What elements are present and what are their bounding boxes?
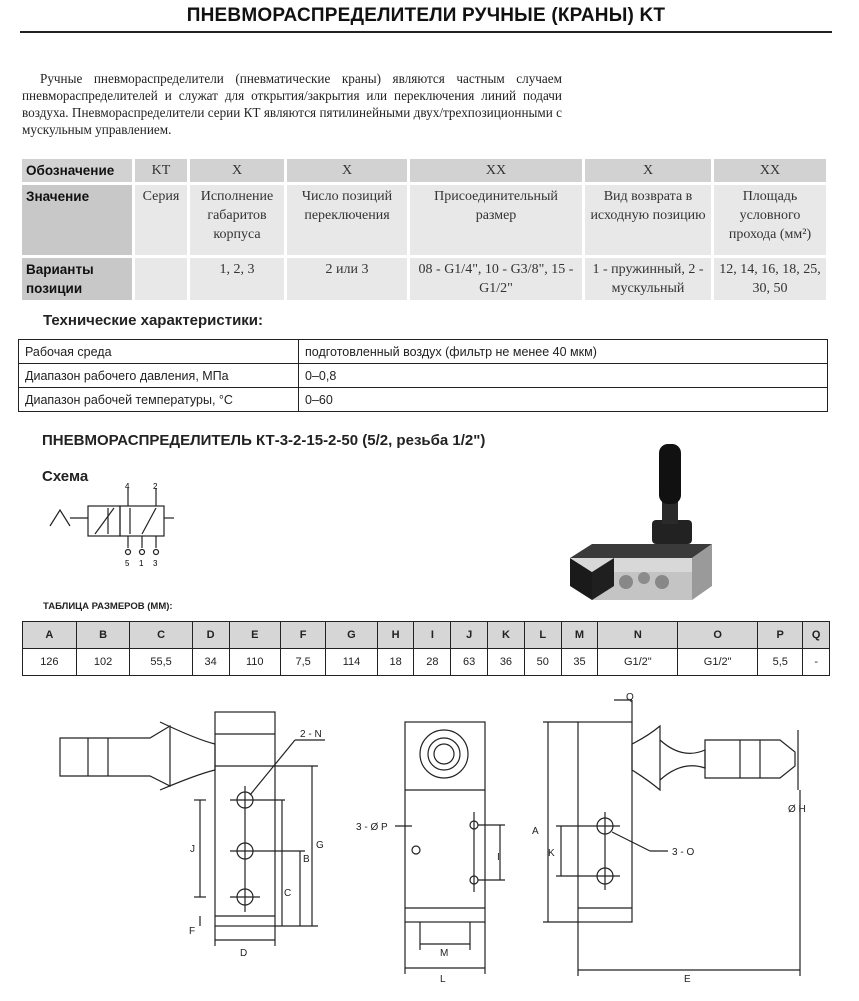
drawing-label: A	[532, 826, 539, 837]
meaning-cell: Серия	[135, 185, 187, 255]
dim-header: C	[130, 622, 192, 649]
drawing-label: K	[548, 848, 555, 859]
dim-header: E	[229, 622, 280, 649]
lever-symbol	[50, 510, 70, 526]
port-label: 2	[153, 482, 158, 491]
dim-header: L	[524, 622, 561, 649]
product-heading: ПНЕВМОРАСПРЕДЕЛИТЕЛЬ КТ-3-2-15-2-50 (5/2, резьба 1/2")	[42, 432, 486, 449]
code-cell: XX	[410, 159, 582, 182]
dim-value: 114	[326, 649, 377, 676]
dim-header: G	[326, 622, 377, 649]
meaning-cell: Площадь условного прохода (мм²)	[714, 185, 826, 255]
top-view	[543, 700, 800, 976]
meaning-cell: Число позиций переключения	[287, 185, 407, 255]
drawing-label: 3 - O	[672, 847, 695, 858]
meaning-cell: Исполнение габаритов корпуса	[190, 185, 284, 255]
tech-value: 0–60	[299, 388, 828, 412]
code-cell: X	[190, 159, 284, 182]
meaning-cell: Вид возврата в исходную позицию	[585, 185, 711, 255]
code-cell: KT	[135, 159, 187, 182]
dim-value: 110	[229, 649, 280, 676]
dim-value: 50	[524, 649, 561, 676]
drawing-label: B	[303, 854, 310, 865]
intro-text: Ручные пневмораспределители (пневматические краны) являются частным случаем пневмораспределителей и служат для открытия/закрытия или переключения линий подачи воздуха. Пневмораспределители серии КТ являются пятилинейными двух/трехпозиционными с мускульным управлением.	[22, 71, 562, 137]
dim-value: 126	[23, 649, 77, 676]
designation-row	[22, 159, 826, 182]
dim-value: 5,5	[758, 649, 803, 676]
drawing-label: Ø H	[788, 804, 806, 815]
drawing-label: 3 - Ø P	[356, 822, 388, 833]
side-view	[395, 722, 505, 974]
tech-table	[18, 339, 828, 412]
dim-header: J	[451, 622, 488, 649]
dim-header: P	[758, 622, 803, 649]
drawing-label: J	[190, 844, 195, 855]
drawing-label: Q	[626, 692, 634, 703]
tech-value: подготовленный воздух (фильтр не менее 40 мкм)	[299, 340, 828, 364]
variant-cell: 08 - G1/4", 10 - G3/8", 15 - G1/2"	[410, 258, 582, 300]
tech-param: Диапазон рабочей температуры, °С	[19, 388, 299, 412]
code-cell: X	[585, 159, 711, 182]
drawing-label: E	[684, 974, 691, 985]
dim-header: B	[76, 622, 130, 649]
technical-drawing	[0, 688, 859, 1001]
tech-row	[19, 364, 828, 388]
tech-heading: Технические характеристики:	[43, 312, 264, 329]
tech-value: 0–0,8	[299, 364, 828, 388]
tech-row	[19, 340, 828, 364]
drawing-label: L	[440, 974, 446, 985]
dim-value: 63	[451, 649, 488, 676]
variant-cell: 2 или 3	[287, 258, 407, 300]
dim-header: N	[598, 622, 678, 649]
dims-caption: ТАБЛИЦА РАЗМЕРОВ (ММ):	[43, 601, 173, 612]
drawing-label: D	[240, 948, 248, 959]
drawing-label: M	[440, 948, 449, 959]
drawing-label: I	[497, 852, 500, 863]
dim-value: 34	[192, 649, 229, 676]
meaning-cell: Присоединительный размер	[410, 185, 582, 255]
dim-value: 55,5	[130, 649, 192, 676]
tech-row	[19, 388, 828, 412]
drawing-label: G	[316, 840, 324, 851]
dims-value-row	[23, 649, 830, 676]
dim-value: 102	[76, 649, 130, 676]
dimensions-table	[22, 621, 830, 676]
dim-value: -	[803, 649, 830, 676]
meaning-row	[22, 185, 826, 255]
dim-header: A	[23, 622, 77, 649]
dim-value: G1/2"	[598, 649, 678, 676]
code-cell: XX	[714, 159, 826, 182]
port-label: 1	[139, 559, 144, 568]
variant-cell: 1 - пружинный, 2 - мускульный	[585, 258, 711, 300]
port-label: 4	[125, 482, 130, 491]
tech-param: Рабочая среда	[19, 340, 299, 364]
variant-cell	[135, 258, 187, 300]
dim-header: O	[678, 622, 758, 649]
dim-header: M	[561, 622, 598, 649]
product-photo	[562, 440, 732, 610]
dim-value: 35	[561, 649, 598, 676]
drawing-label: C	[284, 888, 292, 899]
dim-header: F	[280, 622, 325, 649]
dim-value: 18	[377, 649, 414, 676]
symbol-box-right	[120, 506, 164, 536]
dim-header: H	[377, 622, 414, 649]
dim-value: 36	[488, 649, 525, 676]
port-label: 3	[153, 559, 158, 568]
dim-header: I	[414, 622, 451, 649]
dims-header-row	[23, 622, 830, 649]
row-label: Варианты позиции	[22, 258, 132, 300]
variant-cell: 1, 2, 3	[190, 258, 284, 300]
row-label: Обозначение	[22, 159, 132, 182]
variant-cell: 12, 14, 16, 18, 25, 30, 50	[714, 258, 826, 300]
code-cell: X	[287, 159, 407, 182]
drawing-label: F	[189, 926, 196, 937]
tech-param: Диапазон рабочего давления, МПа	[19, 364, 299, 388]
dim-value: 28	[414, 649, 451, 676]
front-view	[60, 712, 325, 946]
scheme-heading: Схема	[42, 468, 89, 485]
dim-header: D	[192, 622, 229, 649]
row-label: Значение	[22, 185, 132, 255]
drawing-label: 2 - N	[300, 729, 322, 740]
dim-header: K	[488, 622, 525, 649]
variants-row	[22, 258, 826, 300]
port-label: 5	[125, 559, 130, 568]
dim-header: Q	[803, 622, 830, 649]
dim-value: 7,5	[280, 649, 325, 676]
pneumatic-symbol	[40, 482, 180, 568]
page-title: ПНЕВМОРАСПРЕДЕЛИТЕЛИ РУЧНЫЕ (КРАНЫ) KT	[20, 5, 832, 33]
designation-table	[19, 156, 829, 303]
dim-value: G1/2"	[678, 649, 758, 676]
